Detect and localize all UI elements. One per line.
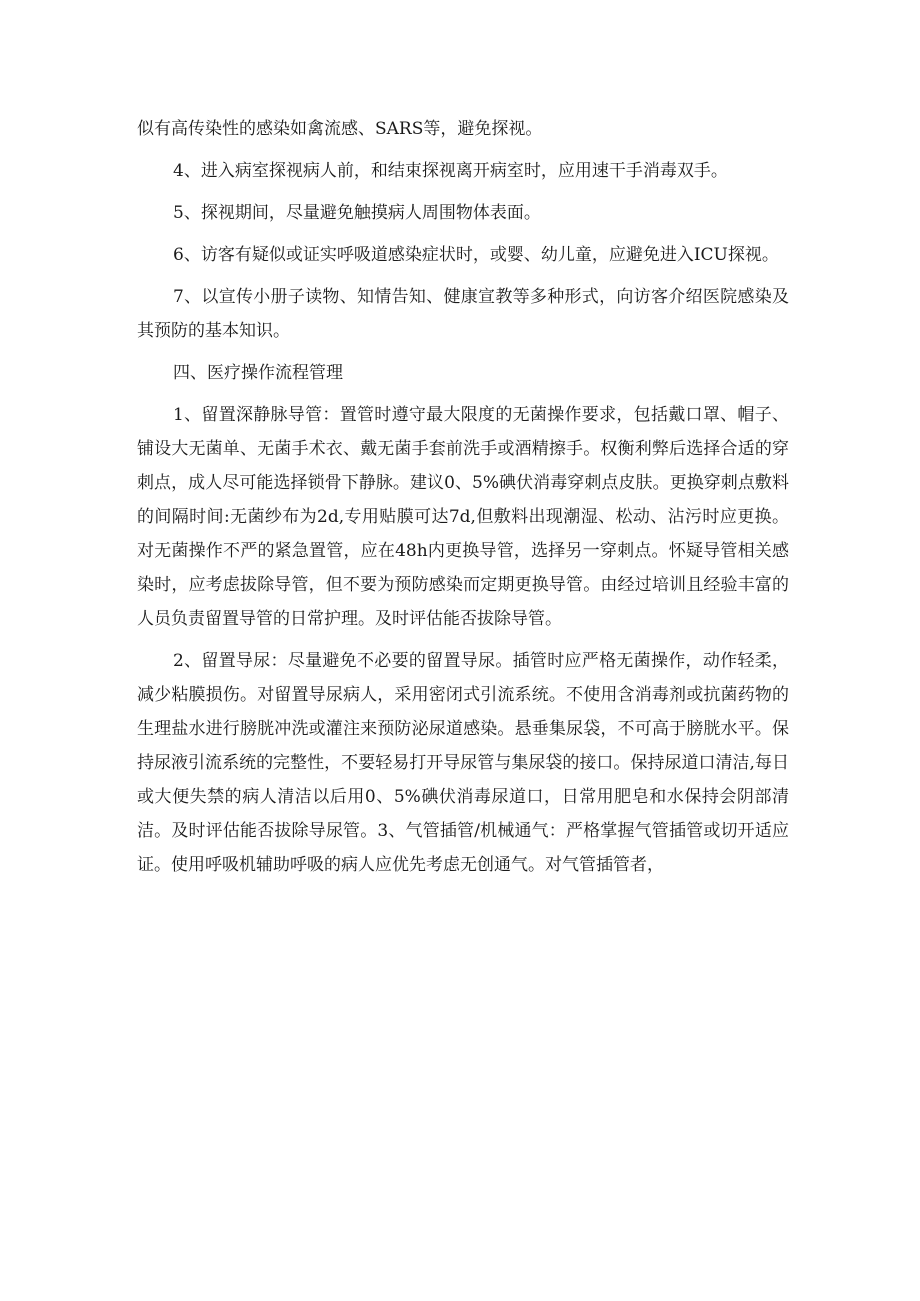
section-heading: 四、医疗操作流程管理 xyxy=(173,363,343,383)
paragraph-item-4: 4、进入病室探视病人前，和结束探视离开病室时，应用速干手消毒双手。 xyxy=(173,161,728,181)
paragraph-item-6: 6、访客有疑似或证实呼吸道感染症状时，或婴、幼儿童，应避免进入ICU探视。 xyxy=(173,245,779,265)
paragraph-deep-vein-catheter: 1、留置深静脉导管：置管时遵守最大限度的无菌操作要求，包括戴口罩、帽子、铺设大无菌单、无菌手术衣、戴无菌手套前洗手或酒精擦手。权衡利弊后选择合适的穿刺点，成人尽可能选择锁骨下静脉。建议0、5%碘伏消毒穿刺点皮肤。更换穿刺点敷料的间隔时间:无菌纱布为2d,专用贴膜可达7d,但敷料出现潮湿、松动、沾污时应更换。对无菌操作不严的紧急置管，应在48h内更换导管，选择另一穿刺点。怀疑导管相关感染时，应考虑拔除导管，但不要为预防感染而定期更换导管。由经过培训且经验丰富的人员负责留置导管的日常护理。及时评估能否拔除导管。 xyxy=(137,405,789,629)
paragraph-item-5: 5、探视期间，尽量避免触摸病人周围物体表面。 xyxy=(173,203,541,223)
document-body xyxy=(137,112,789,890)
paragraph-item-7: 7、以宣传小册子读物、知情告知、健康宣教等多种形式，向访客介绍医院感染及其预防的基本知识。 xyxy=(137,287,789,341)
paragraph-continuation: 似有高传染性的感染如禽流感、SARS等，避免探视。 xyxy=(137,119,543,139)
paragraph-urinary-catheter: 2、留置导尿：尽量避免不必要的留置导尿。插管时应严格无菌操作，动作轻柔，减少粘膜损伤。对留置导尿病人，采用密闭式引流系统。不使用含消毒剂或抗菌药物的生理盐水进行膀胱冲洗或灌注来预防泌尿道感染。悬垂集尿袋，不可高于膀胱水平。保持尿液引流系统的完整性，不要轻易打开导尿管与集尿袋的接口。保持尿道口清洁,每日或大便失禁的病人清洁以后用0、5%碘伏消毒尿道口，日常用肥皂和水保持会阴部清洁。及时评估能否拔除导尿管。3、气管插管/机械通气：严格掌握气管插管或切开适应证。使用呼吸机辅助呼吸的病人应优先考虑无创通气。对气管插管者， xyxy=(137,651,789,875)
